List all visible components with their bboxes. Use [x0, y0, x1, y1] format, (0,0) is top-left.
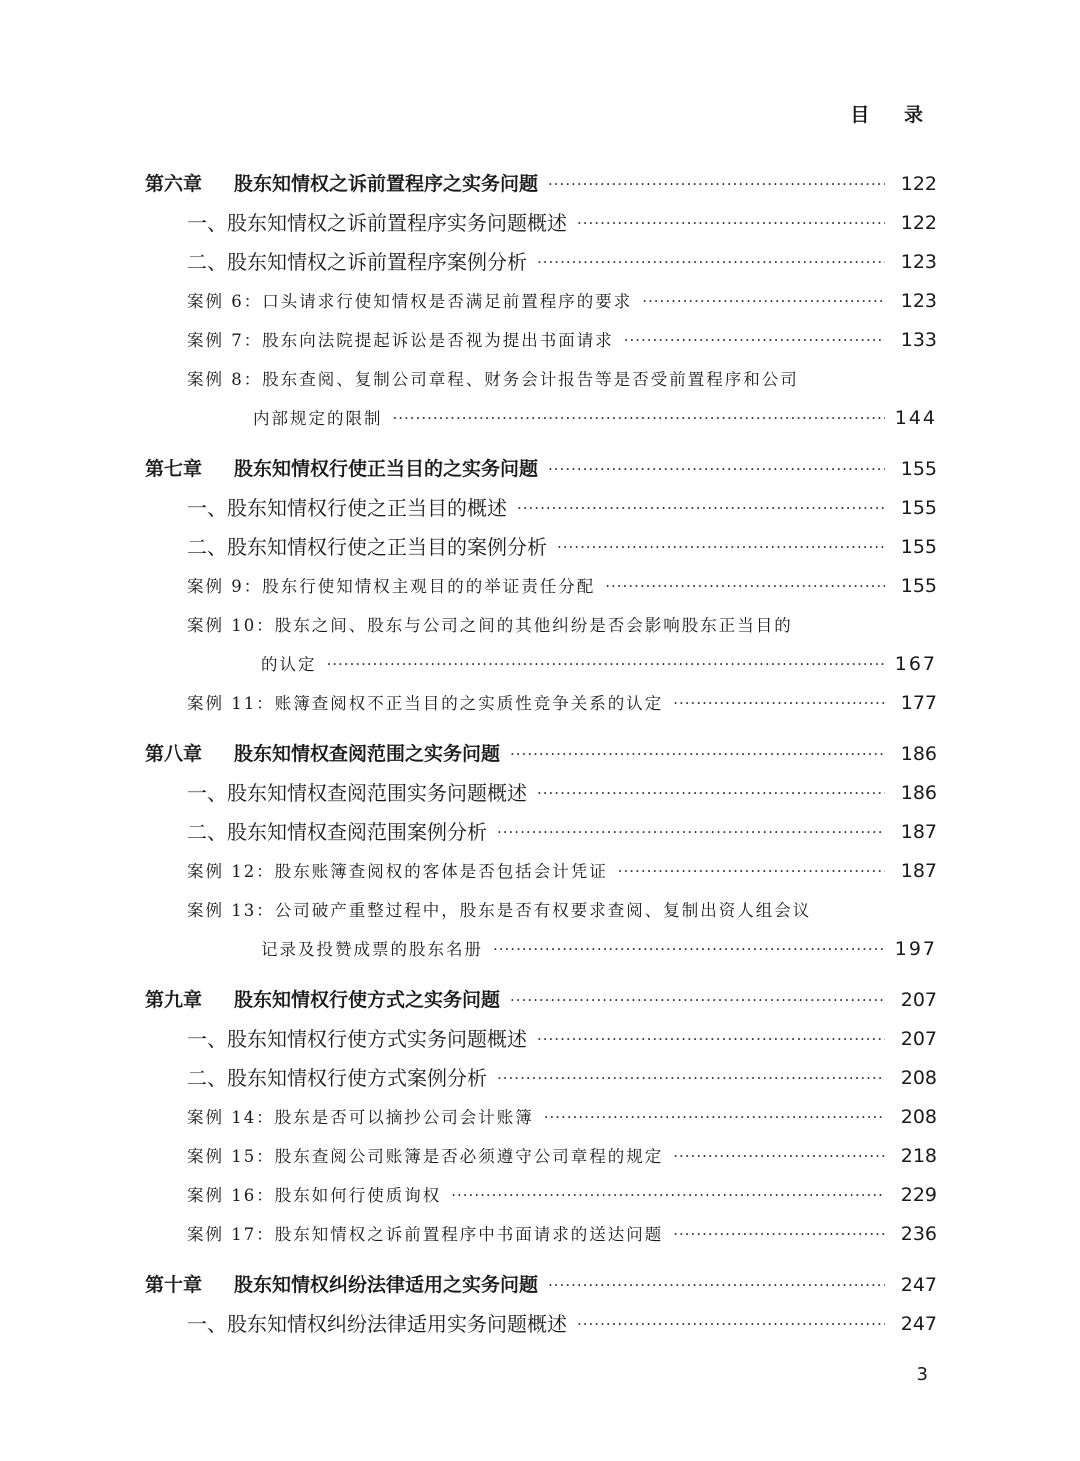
toc-case-17[interactable]	[145, 1215, 937, 1254]
page-ref: 208	[900, 1106, 937, 1128]
dot-leader	[451, 1176, 885, 1215]
toc-case-9[interactable]	[145, 567, 937, 606]
page-ref: 229	[900, 1184, 937, 1206]
toc-section-8-2[interactable]	[145, 813, 937, 852]
dot-leader	[537, 1020, 885, 1059]
page-ref: 247	[900, 1313, 937, 1335]
page-ref: 133	[900, 329, 937, 351]
chapter-title: 股东知情权纠纷法律适用之实务问题	[234, 1274, 539, 1296]
page-ref: 247	[900, 1274, 937, 1296]
page-ref: 122	[900, 212, 937, 234]
chapter-title: 股东知情权之诉前置程序之实务问题	[234, 173, 539, 195]
chapter-number: 第七章	[145, 458, 203, 480]
case-title-continued: 内部规定的限制	[253, 409, 383, 428]
section-title: 二、股东知情权查阅范围案例分析	[187, 820, 487, 844]
toc-chapter-8[interactable]	[145, 735, 937, 774]
case-title: 案例 6：口头请求行使知情权是否满足前置程序的要求	[187, 292, 633, 311]
case-title: 案例 11：账簿查阅权不正当目的之实质性竞争关系的认定	[187, 694, 664, 713]
page-ref: 123	[900, 251, 937, 273]
toc-chapter-9[interactable]	[145, 981, 937, 1020]
page-ref: 197	[894, 938, 937, 960]
toc-case-13-line-1[interactable]: 案例 13：公司破产重整过程中，股东是否有权要求查阅、复制出资人组会议	[187, 901, 812, 920]
dot-leader	[673, 1215, 885, 1254]
dot-leader	[624, 321, 885, 360]
page-number: 3	[916, 1364, 928, 1385]
toc-case-13-line-2[interactable]	[145, 930, 937, 969]
dot-leader	[548, 165, 885, 204]
page-ref: 144	[894, 407, 937, 429]
page-ref: 186	[900, 743, 937, 765]
page-ref: 236	[900, 1223, 937, 1245]
chapter-title: 股东知情权行使方式之实务问题	[234, 989, 501, 1011]
toc-section-7-2[interactable]	[145, 528, 937, 567]
page-ref: 155	[900, 575, 937, 597]
page-ref: 155	[900, 536, 937, 558]
dot-leader	[393, 399, 885, 438]
dot-leader	[510, 735, 885, 774]
toc-case-8-line-1[interactable]: 案例 8：股东查阅、复制公司章程、财务会计报告等是否受前置程序和公司	[187, 370, 799, 389]
toc-case-7[interactable]	[145, 321, 937, 360]
toc-case-16[interactable]	[145, 1176, 937, 1215]
chapter-number: 第八章	[145, 743, 203, 765]
table-of-contents	[145, 165, 937, 1344]
toc-section-6-2[interactable]	[145, 243, 937, 282]
section-title: 二、股东知情权行使方式案例分析	[187, 1066, 487, 1090]
dot-leader	[510, 981, 885, 1020]
chapter-number: 第九章	[145, 989, 203, 1011]
toc-chapter-7[interactable]	[145, 450, 937, 489]
dot-leader	[673, 1137, 885, 1176]
section-title: 一、股东知情权纠纷法律适用实务问题概述	[187, 1312, 567, 1336]
dot-leader	[605, 567, 885, 606]
page-ref: 122	[900, 173, 937, 195]
dot-leader	[537, 774, 885, 813]
toc-case-6[interactable]	[145, 282, 937, 321]
toc-case-14[interactable]	[145, 1098, 937, 1137]
case-title: 案例 12：股东账簿查阅权的客体是否包括会计凭证	[187, 862, 608, 881]
case-title: 案例 17：股东知情权之诉前置程序中书面请求的送达问题	[187, 1225, 664, 1244]
case-title: 案例 15：股东查阅公司账簿是否必须遵守公司章程的规定	[187, 1147, 664, 1166]
page-ref: 208	[900, 1067, 937, 1089]
chapter-number: 第十章	[145, 1274, 203, 1296]
dot-leader	[642, 282, 885, 321]
section-title: 二、股东知情权之诉前置程序案例分析	[187, 250, 527, 274]
toc-section-9-2[interactable]	[145, 1059, 937, 1098]
dot-leader	[557, 528, 885, 567]
chapter-title: 股东知情权行使正当目的之实务问题	[234, 458, 539, 480]
toc-section-7-1[interactable]	[145, 489, 937, 528]
section-title: 一、股东知情权查阅范围实务问题概述	[187, 781, 527, 805]
chapter-number: 第六章	[145, 173, 203, 195]
toc-case-10-line-2[interactable]	[145, 645, 937, 684]
toc-case-8-line-2[interactable]	[145, 399, 937, 438]
toc-case-10-line-1[interactable]: 案例 10：股东之间、股东与公司之间的其他纠纷是否会影响股东正当目的	[187, 616, 793, 635]
dot-leader	[548, 1266, 885, 1305]
page-ref: 155	[900, 458, 937, 480]
dot-leader	[517, 489, 885, 528]
toc-case-12[interactable]	[145, 852, 937, 891]
toc-section-9-1[interactable]	[145, 1020, 937, 1059]
dot-leader	[548, 450, 885, 489]
page-ref: 123	[900, 290, 937, 312]
page-ref: 207	[900, 1028, 937, 1050]
page-ref: 177	[900, 692, 937, 714]
page-ref: 187	[900, 821, 937, 843]
toc-chapter-10[interactable]	[145, 1266, 937, 1305]
toc-case-11[interactable]	[145, 684, 937, 723]
section-title: 一、股东知情权行使之正当目的概述	[187, 496, 507, 520]
dot-leader	[577, 204, 885, 243]
case-title: 案例 14：股东是否可以摘抄公司会计账簿	[187, 1108, 534, 1127]
page-ref: 207	[900, 989, 937, 1011]
dot-leader	[544, 1098, 885, 1137]
case-title: 案例 7：股东向法院提起诉讼是否视为提出书面请求	[187, 331, 614, 350]
dot-leader	[673, 684, 885, 723]
dot-leader	[537, 243, 885, 282]
case-title: 案例 16：股东如何行使质询权	[187, 1186, 442, 1205]
running-header: 目 录	[850, 104, 937, 126]
toc-section-8-1[interactable]	[145, 774, 937, 813]
section-title: 一、股东知情权之诉前置程序实务问题概述	[187, 211, 567, 235]
section-title: 一、股东知情权行使方式实务问题概述	[187, 1027, 527, 1051]
dot-leader	[497, 1059, 885, 1098]
dot-leader	[497, 813, 885, 852]
chapter-title: 股东知情权查阅范围之实务问题	[234, 743, 501, 765]
page-ref: 218	[900, 1145, 937, 1167]
page-ref: 167	[894, 653, 937, 675]
dot-leader	[327, 645, 885, 684]
toc-chapter-6[interactable]	[145, 165, 937, 204]
case-title-continued: 的认定	[261, 655, 317, 674]
toc-case-15[interactable]	[145, 1137, 937, 1176]
case-title: 案例 9：股东行使知情权主观目的的举证责任分配	[187, 577, 596, 596]
case-title-continued: 记录及投赞成票的股东名册	[261, 940, 483, 959]
page-ref: 187	[900, 860, 937, 882]
dot-leader	[577, 1305, 885, 1344]
page-ref: 155	[900, 497, 937, 519]
dot-leader	[493, 930, 885, 969]
toc-section-10-1[interactable]	[145, 1305, 937, 1344]
toc-section-6-1[interactable]	[145, 204, 937, 243]
page-ref: 186	[900, 782, 937, 804]
dot-leader	[618, 852, 885, 891]
section-title: 二、股东知情权行使之正当目的案例分析	[187, 535, 547, 559]
